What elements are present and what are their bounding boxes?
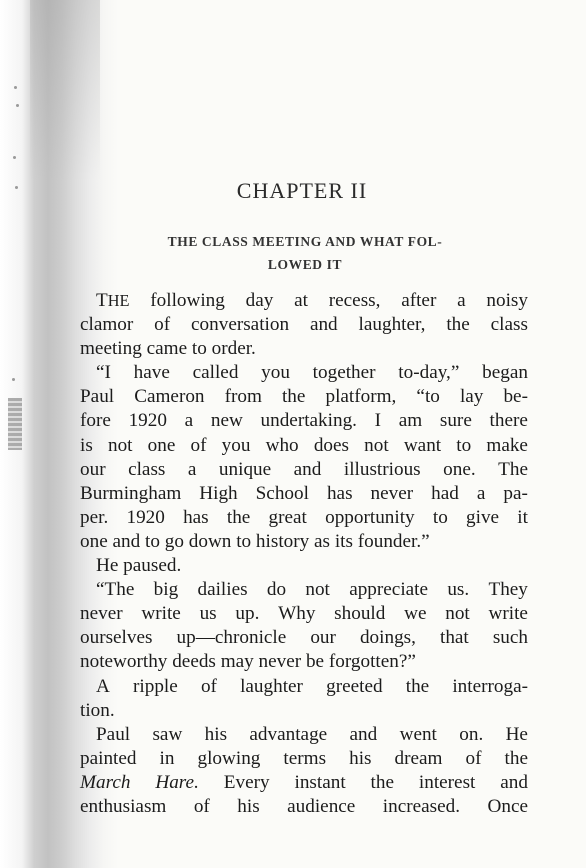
text-line: fore 1920 a new undertaking. I am sure there [80, 410, 528, 432]
text-line: Burmingham High School has never had a pa- [80, 482, 528, 504]
scan-speck [13, 156, 16, 159]
text-line: THE following day at recess, after a noisy [96, 290, 528, 311]
text-line: Paul saw his advantage and went on. He [96, 723, 528, 745]
text-line: our class a unique and illustrious one. The [80, 458, 528, 480]
text-line: tion. [80, 699, 115, 721]
scan-speck [14, 86, 17, 89]
scan-speck [12, 378, 15, 381]
page-body-text [80, 289, 528, 819]
text-line: painted in glowing terms his dream of the [80, 747, 528, 769]
text-line: Paul Cameron from the platform, “to lay be- [80, 386, 528, 408]
scan-gutter-shade [30, 0, 100, 180]
text-line: March Hare. Every instant the interest and [80, 771, 528, 793]
text-line: never write us up. Why should we not write [80, 603, 528, 625]
text-line: “The big dailies do not appreciate us. They [96, 579, 528, 601]
chapter-subtitle [110, 230, 500, 276]
text-line: enthusiasm of his audience increased. Once [80, 795, 528, 817]
text-line: He paused. [96, 555, 182, 577]
text-line: A ripple of laughter greeted the interroga- [96, 675, 528, 697]
chapter-title: CHAPTER II [236, 178, 368, 203]
text-line: per. 1920 has the great opportunity to give it [80, 506, 528, 528]
text-line: is not one of you who does not want to make [80, 434, 528, 456]
scan-speck [16, 104, 19, 107]
text-line: meeting came to order. [80, 338, 256, 360]
spine-binding-mark [8, 398, 22, 450]
text-line: noteworthy deeds may never be forgotten?” [80, 651, 416, 673]
text-line: one and to go down to history as its founder.” [80, 530, 430, 552]
chapter-subtitle-line-2: LOWED IT [267, 257, 343, 272]
text-line: “I have called you together to-day,” began [96, 362, 528, 384]
chapter-subtitle-line-1: THE CLASS MEETING AND WHAT FOL- [167, 234, 443, 249]
text-line: ourselves up—chronicle our doings, that such [80, 627, 528, 649]
text-line: clamor of conversation and laughter, the class [80, 314, 528, 336]
